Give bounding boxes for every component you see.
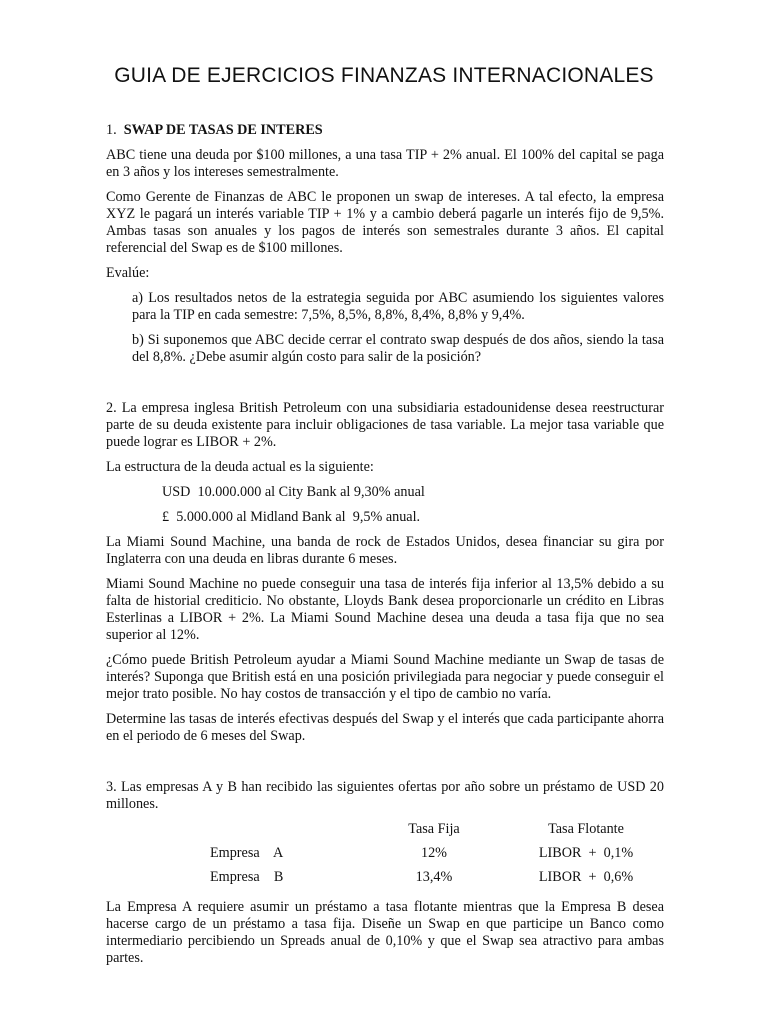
section-1-question-a: a) Los resultados netos de la estrategia seguida por ABC asumiendo los siguientes valores para la TIP en cada semestre: 7,5%, 8,5%, 8,8%, 8,4%, 8,8% y 9,4%. bbox=[132, 290, 664, 323]
section-2-paragraph-2: La estructura de la deuda actual es la siguiente: bbox=[106, 459, 374, 475]
section-2-paragraph-4: Miami Sound Machine no puede conseguir una tasa de interés fija inferior al 13,5% debido a su falta de historial crediticio. No obstante, Lloyds Bank desea proporcionarle un crédito en Libras Esterlinas a LIBOR + 2%. La Miami Sound Machine desea una deuda a tasa fija que no sea superior al 12%. bbox=[106, 576, 664, 643]
company-name: Empresa B bbox=[210, 869, 284, 885]
section-1-heading bbox=[106, 122, 664, 139]
section-2-paragraph-6: Determine las tasas de interés efectivas después del Swap y el interés que cada participante ahorra en el periodo de 6 meses del Swap. bbox=[106, 711, 664, 744]
offers-table bbox=[106, 821, 664, 893]
table-row bbox=[106, 869, 664, 893]
fixed-rate: 12% bbox=[420, 845, 447, 861]
section-3-paragraph-2: La Empresa A requiere asumir un préstamo a tasa flotante mientras que la Empresa B desea hacerse cargo de un préstamo a tasa fija. Diseñe un Swap en que participe un Banco como intermediario percibiendo un Spreads anual de 0,10% y que el Swap sea atractivo para ambas partes. bbox=[106, 899, 664, 966]
debt-item-usd: USD 10.000.000 al City Bank al 9,30% anual bbox=[162, 484, 425, 500]
section-1-number: 1. bbox=[106, 122, 117, 138]
section-1-paragraph-1: ABC tiene una deuda por $100 millones, a una tasa TIP + 2% anual. El 100% del capital se paga en 3 años y los intereses semestralmente. bbox=[106, 147, 664, 180]
section-2-paragraph-5: ¿Cómo puede British Petroleum ayudar a Miami Sound Machine mediante un Swap de tasas de interés? Suponga que British está en una posición privilegiada para negociar y puede conseguir el mejor trato posible. No hay costos de transacción y el tipo de cambio no varía. bbox=[106, 652, 664, 702]
section-3-paragraph-1: 3. Las empresas A y B han recibido las siguientes ofertas por año sobre un préstamo de USD 20 millones. bbox=[106, 779, 664, 812]
debt-item-gbp: £ 5.000.000 al Midland Bank al 9,5% anual. bbox=[162, 509, 421, 525]
section-2-paragraph-3: La Miami Sound Machine, una banda de rock de Estados Unidos, desea financiar su gira por Inglaterra con una deuda en libras durante 6 meses. bbox=[106, 534, 664, 567]
fixed-rate: 13,4% bbox=[415, 869, 453, 885]
document-title: GUIA DE EJERCICIOS FINANZAS INTERNACIONALES bbox=[114, 64, 654, 87]
header-tasa-flotante: Tasa Flotante bbox=[548, 821, 624, 837]
section-1-paragraph-2: Como Gerente de Finanzas de ABC le proponen un swap de intereses. A tal efecto, la empresa XYZ le pagará un interés variable TIP + 1% y a cambio deberá pagarle un interés fijo de 9,5%. Ambas tasas son anuales y los pagos de interés son semestrales durante 3 años. El capital referencial del Swap es de $100 millones. bbox=[106, 189, 664, 256]
section-2-paragraph-1: 2. La empresa inglesa British Petroleum con una subsidiaria estadounidense desea reestructurar parte de su deuda existente para incluir obligaciones de tasa variable. La mejor tasa variable que puede lograr es LIBOR + 2%. bbox=[106, 400, 664, 450]
floating-rate: LIBOR + 0,6% bbox=[538, 869, 634, 885]
section-1-evalue-label: Evalúe: bbox=[106, 265, 150, 281]
floating-rate: LIBOR + 0,1% bbox=[538, 845, 634, 861]
section-1-title: SWAP DE TASAS DE INTERES bbox=[123, 122, 323, 138]
table-row bbox=[106, 845, 664, 869]
section-1-question-b: b) Si suponemos que ABC decide cerrar el contrato swap después de dos años, siendo la tasa del 8,8%. ¿Debe asumir algún costo para salir de la posición? bbox=[132, 332, 664, 365]
company-name: Empresa A bbox=[210, 845, 284, 861]
header-tasa-fija: Tasa Fija bbox=[408, 821, 460, 837]
table-header-row bbox=[106, 821, 664, 845]
document-body bbox=[106, 122, 664, 975]
